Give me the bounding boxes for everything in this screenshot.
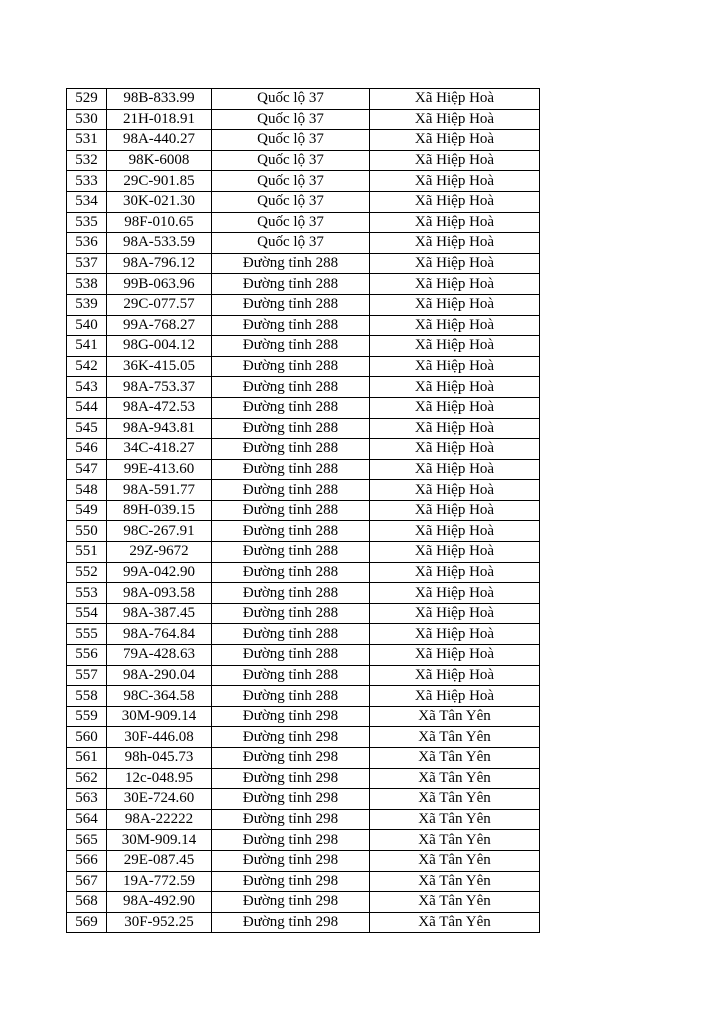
road-name-cell: Đường tỉnh 288 — [212, 397, 370, 418]
road-name-cell: Đường tỉnh 288 — [212, 665, 370, 686]
license-plate-cell: 30E-724.60 — [107, 789, 212, 810]
commune-cell: Xã Hiệp Hoà — [370, 480, 540, 501]
row-number-cell: 563 — [67, 789, 107, 810]
license-plate-cell: 98A-943.81 — [107, 418, 212, 439]
row-number-cell: 545 — [67, 418, 107, 439]
license-plate-cell: 30F-952.25 — [107, 912, 212, 933]
row-number-cell: 538 — [67, 274, 107, 295]
road-name-cell: Quốc lộ 37 — [212, 130, 370, 151]
row-number-cell: 547 — [67, 459, 107, 480]
row-number-cell: 541 — [67, 336, 107, 357]
commune-cell: Xã Hiệp Hoà — [370, 521, 540, 542]
row-number-cell: 557 — [67, 665, 107, 686]
table-row — [67, 418, 540, 439]
license-plate-cell: 98A-492.90 — [107, 892, 212, 913]
road-name-cell: Đường tỉnh 288 — [212, 377, 370, 398]
road-name-cell: Quốc lộ 37 — [212, 109, 370, 130]
commune-cell: Xã Hiệp Hoà — [370, 645, 540, 666]
table-row — [67, 789, 540, 810]
commune-cell: Xã Tân Yên — [370, 706, 540, 727]
commune-cell: Xã Hiệp Hoà — [370, 624, 540, 645]
commune-cell: Xã Hiệp Hoà — [370, 233, 540, 254]
row-number-cell: 559 — [67, 706, 107, 727]
license-plate-cell: 89H-039.15 — [107, 500, 212, 521]
road-name-cell: Đường tỉnh 288 — [212, 562, 370, 583]
license-plate-cell: 98A-387.45 — [107, 603, 212, 624]
table-row — [67, 748, 540, 769]
license-plate-cell: 29Z-9672 — [107, 542, 212, 563]
commune-cell: Xã Hiệp Hoà — [370, 336, 540, 357]
road-name-cell: Đường tỉnh 298 — [212, 850, 370, 871]
table-row — [67, 809, 540, 830]
commune-cell: Xã Hiệp Hoà — [370, 542, 540, 563]
road-name-cell: Quốc lộ 37 — [212, 171, 370, 192]
license-plate-cell: 98F-010.65 — [107, 212, 212, 233]
table-row — [67, 871, 540, 892]
row-number-cell: 554 — [67, 603, 107, 624]
road-name-cell: Đường tỉnh 298 — [212, 892, 370, 913]
road-name-cell: Đường tỉnh 288 — [212, 686, 370, 707]
road-name-cell: Đường tỉnh 288 — [212, 480, 370, 501]
row-number-cell: 550 — [67, 521, 107, 542]
license-plate-cell: 98C-364.58 — [107, 686, 212, 707]
license-plate-cell: 98A-591.77 — [107, 480, 212, 501]
road-name-cell: Đường tỉnh 288 — [212, 542, 370, 563]
license-plate-cell: 30K-021.30 — [107, 191, 212, 212]
license-plate-cell: 99A-768.27 — [107, 315, 212, 336]
table-row — [67, 645, 540, 666]
road-name-cell: Đường tỉnh 288 — [212, 521, 370, 542]
row-number-cell: 531 — [67, 130, 107, 151]
license-plate-cell: 98A-22222 — [107, 809, 212, 830]
license-plate-cell: 21H-018.91 — [107, 109, 212, 130]
commune-cell: Xã Hiệp Hoà — [370, 686, 540, 707]
commune-cell: Xã Hiệp Hoà — [370, 356, 540, 377]
road-name-cell: Quốc lộ 37 — [212, 150, 370, 171]
table-row — [67, 150, 540, 171]
commune-cell: Xã Hiệp Hoà — [370, 274, 540, 295]
license-plate-cell: 98h-045.73 — [107, 748, 212, 769]
table-body — [67, 89, 540, 933]
row-number-cell: 564 — [67, 809, 107, 830]
row-number-cell: 561 — [67, 748, 107, 769]
table-row — [67, 603, 540, 624]
table-row — [67, 109, 540, 130]
table-row — [67, 397, 540, 418]
row-number-cell: 567 — [67, 871, 107, 892]
commune-cell: Xã Tân Yên — [370, 830, 540, 851]
row-number-cell: 568 — [67, 892, 107, 913]
commune-cell: Xã Hiệp Hoà — [370, 665, 540, 686]
road-name-cell: Đường tỉnh 288 — [212, 459, 370, 480]
road-name-cell: Đường tỉnh 298 — [212, 912, 370, 933]
commune-cell: Xã Tân Yên — [370, 892, 540, 913]
commune-cell: Xã Hiệp Hoà — [370, 89, 540, 110]
row-number-cell: 553 — [67, 583, 107, 604]
table-row — [67, 315, 540, 336]
road-name-cell: Đường tỉnh 288 — [212, 418, 370, 439]
license-plate-cell: 98A-753.37 — [107, 377, 212, 398]
row-number-cell: 543 — [67, 377, 107, 398]
row-number-cell: 556 — [67, 645, 107, 666]
road-name-cell: Đường tỉnh 288 — [212, 439, 370, 460]
license-plate-cell: 12c-048.95 — [107, 768, 212, 789]
row-number-cell: 535 — [67, 212, 107, 233]
table-row — [67, 665, 540, 686]
row-number-cell: 548 — [67, 480, 107, 501]
table-row — [67, 336, 540, 357]
row-number-cell: 562 — [67, 768, 107, 789]
license-plate-cell: 34C-418.27 — [107, 439, 212, 460]
license-plate-cell: 29C-901.85 — [107, 171, 212, 192]
table-row — [67, 212, 540, 233]
license-plate-cell: 79A-428.63 — [107, 645, 212, 666]
table-row — [67, 459, 540, 480]
commune-cell: Xã Hiệp Hoà — [370, 418, 540, 439]
license-plate-cell: 99E-413.60 — [107, 459, 212, 480]
row-number-cell: 569 — [67, 912, 107, 933]
row-number-cell: 537 — [67, 253, 107, 274]
table-row — [67, 912, 540, 933]
table-row — [67, 439, 540, 460]
license-plate-cell: 98A-764.84 — [107, 624, 212, 645]
road-name-cell: Đường tỉnh 298 — [212, 809, 370, 830]
commune-cell: Xã Tân Yên — [370, 748, 540, 769]
commune-cell: Xã Tân Yên — [370, 789, 540, 810]
row-number-cell: 565 — [67, 830, 107, 851]
road-name-cell: Đường tỉnh 288 — [212, 356, 370, 377]
road-name-cell: Quốc lộ 37 — [212, 233, 370, 254]
road-name-cell: Đường tỉnh 298 — [212, 706, 370, 727]
row-number-cell: 533 — [67, 171, 107, 192]
road-name-cell: Đường tỉnh 288 — [212, 500, 370, 521]
road-name-cell: Đường tỉnh 298 — [212, 830, 370, 851]
table-row — [67, 892, 540, 913]
row-number-cell: 552 — [67, 562, 107, 583]
table-row — [67, 500, 540, 521]
table-row — [67, 583, 540, 604]
license-plate-cell: 98G-004.12 — [107, 336, 212, 357]
commune-cell: Xã Hiệp Hoà — [370, 294, 540, 315]
table-row — [67, 130, 540, 151]
row-number-cell: 534 — [67, 191, 107, 212]
license-plate-cell: 19A-772.59 — [107, 871, 212, 892]
license-plate-cell: 99A-042.90 — [107, 562, 212, 583]
commune-cell: Xã Hiệp Hoà — [370, 109, 540, 130]
road-name-cell: Đường tỉnh 288 — [212, 294, 370, 315]
table-row — [67, 294, 540, 315]
table-row — [67, 480, 540, 501]
license-plate-cell: 98B-833.99 — [107, 89, 212, 110]
table-row — [67, 850, 540, 871]
commune-cell: Xã Tân Yên — [370, 912, 540, 933]
license-plate-cell: 98A-093.58 — [107, 583, 212, 604]
road-name-cell: Đường tỉnh 298 — [212, 748, 370, 769]
license-plate-cell: 98A-290.04 — [107, 665, 212, 686]
row-number-cell: 539 — [67, 294, 107, 315]
row-number-cell: 555 — [67, 624, 107, 645]
table-row — [67, 686, 540, 707]
commune-cell: Xã Hiệp Hoà — [370, 439, 540, 460]
row-number-cell: 536 — [67, 233, 107, 254]
table-row — [67, 274, 540, 295]
commune-cell: Xã Hiệp Hoà — [370, 562, 540, 583]
table-row — [67, 727, 540, 748]
row-number-cell: 566 — [67, 850, 107, 871]
commune-cell: Xã Tân Yên — [370, 768, 540, 789]
row-number-cell: 540 — [67, 315, 107, 336]
license-plate-cell: 30M-909.14 — [107, 706, 212, 727]
license-plate-cell: 30M-909.14 — [107, 830, 212, 851]
road-name-cell: Đường tỉnh 288 — [212, 603, 370, 624]
license-plate-cell: 99B-063.96 — [107, 274, 212, 295]
road-name-cell: Quốc lộ 37 — [212, 212, 370, 233]
table-row — [67, 191, 540, 212]
license-plate-cell: 29C-077.57 — [107, 294, 212, 315]
row-number-cell: 558 — [67, 686, 107, 707]
table-row — [67, 624, 540, 645]
license-plate-cell: 36K-415.05 — [107, 356, 212, 377]
license-plate-cell: 98A-472.53 — [107, 397, 212, 418]
commune-cell: Xã Hiệp Hoà — [370, 130, 540, 151]
commune-cell: Xã Hiệp Hoà — [370, 212, 540, 233]
vehicle-records-table — [66, 88, 540, 933]
commune-cell: Xã Hiệp Hoà — [370, 171, 540, 192]
table-row — [67, 356, 540, 377]
row-number-cell: 549 — [67, 500, 107, 521]
license-plate-cell: 98A-440.27 — [107, 130, 212, 151]
road-name-cell: Đường tỉnh 288 — [212, 583, 370, 604]
commune-cell: Xã Hiệp Hoà — [370, 603, 540, 624]
road-name-cell: Đường tỉnh 288 — [212, 315, 370, 336]
commune-cell: Xã Hiệp Hoà — [370, 500, 540, 521]
table-row — [67, 377, 540, 398]
commune-cell: Xã Hiệp Hoà — [370, 377, 540, 398]
road-name-cell: Đường tỉnh 298 — [212, 871, 370, 892]
row-number-cell: 544 — [67, 397, 107, 418]
row-number-cell: 529 — [67, 89, 107, 110]
commune-cell: Xã Tân Yên — [370, 727, 540, 748]
table-row — [67, 706, 540, 727]
commune-cell: Xã Tân Yên — [370, 809, 540, 830]
road-name-cell: Đường tỉnh 288 — [212, 336, 370, 357]
road-name-cell: Đường tỉnh 298 — [212, 768, 370, 789]
table-row — [67, 562, 540, 583]
table-row — [67, 768, 540, 789]
commune-cell: Xã Hiệp Hoà — [370, 150, 540, 171]
road-name-cell: Quốc lộ 37 — [212, 191, 370, 212]
commune-cell: Xã Hiệp Hoà — [370, 583, 540, 604]
license-plate-cell: 98K-6008 — [107, 150, 212, 171]
commune-cell: Xã Tân Yên — [370, 850, 540, 871]
license-plate-cell: 98A-796.12 — [107, 253, 212, 274]
row-number-cell: 532 — [67, 150, 107, 171]
road-name-cell: Đường tỉnh 298 — [212, 789, 370, 810]
road-name-cell: Đường tỉnh 288 — [212, 624, 370, 645]
road-name-cell: Quốc lộ 37 — [212, 89, 370, 110]
license-plate-cell: 30F-446.08 — [107, 727, 212, 748]
table-row — [67, 830, 540, 851]
road-name-cell: Đường tỉnh 288 — [212, 274, 370, 295]
commune-cell: Xã Hiệp Hoà — [370, 459, 540, 480]
table-row — [67, 253, 540, 274]
row-number-cell: 551 — [67, 542, 107, 563]
table-row — [67, 233, 540, 254]
commune-cell: Xã Hiệp Hoà — [370, 397, 540, 418]
road-name-cell: Đường tỉnh 288 — [212, 645, 370, 666]
table-row — [67, 521, 540, 542]
commune-cell: Xã Hiệp Hoà — [370, 191, 540, 212]
table-row — [67, 89, 540, 110]
table-row — [67, 171, 540, 192]
license-plate-cell: 98A-533.59 — [107, 233, 212, 254]
commune-cell: Xã Tân Yên — [370, 871, 540, 892]
license-plate-cell: 29E-087.45 — [107, 850, 212, 871]
license-plate-cell: 98C-267.91 — [107, 521, 212, 542]
commune-cell: Xã Hiệp Hoà — [370, 315, 540, 336]
row-number-cell: 530 — [67, 109, 107, 130]
row-number-cell: 546 — [67, 439, 107, 460]
commune-cell: Xã Hiệp Hoà — [370, 253, 540, 274]
row-number-cell: 560 — [67, 727, 107, 748]
row-number-cell: 542 — [67, 356, 107, 377]
road-name-cell: Đường tỉnh 298 — [212, 727, 370, 748]
table-row — [67, 542, 540, 563]
road-name-cell: Đường tỉnh 288 — [212, 253, 370, 274]
